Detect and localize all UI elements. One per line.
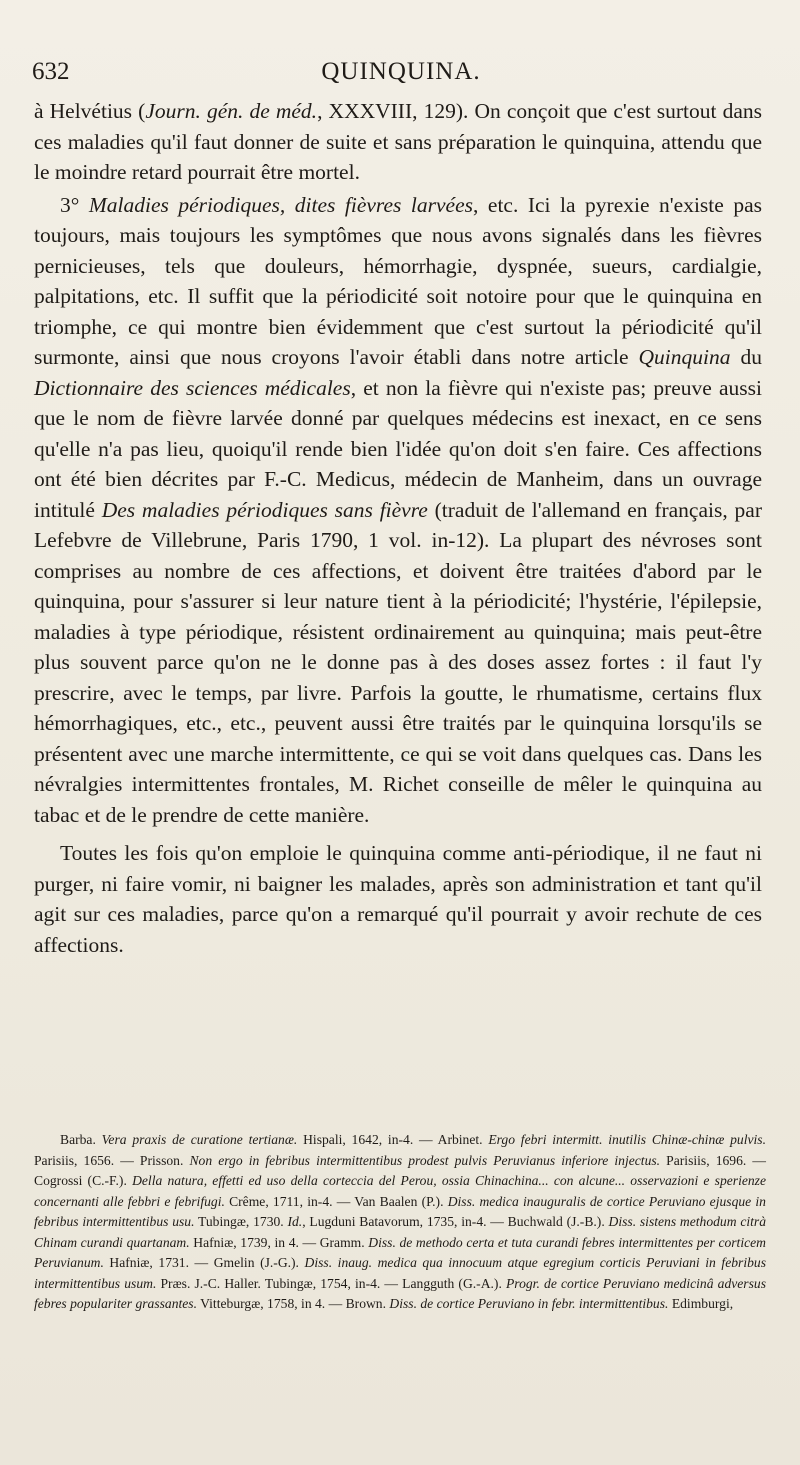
ref-title: Non ergo in febribus intermittentibus prodest pulvis Peruvianus inferiore injectus. — [189, 1152, 661, 1168]
ref-text: Hispali, 1642, in-4. — Arbinet. — [297, 1132, 489, 1147]
text-run: , XXXVIII, 129). On conçoit que c'est surtout dans ces maladies qu'il faut donner de suite et sans préparation le quinquina, attendu que le moindre retard pourrait être mortel. — [34, 99, 763, 184]
ref-text: Parisiis, 1696. — Cogrossi (C.-F.). — [34, 1152, 766, 1188]
ref-text: Hafniæ, 1739, in 4. — Gramm. — [189, 1234, 369, 1250]
ref-text: Barba. — [60, 1132, 102, 1147]
ref-title: Diss. de cortice Peruviano in febr. intermittentibus. — [389, 1296, 669, 1311]
ref-text: Hafniæ, 1731. — Gmelin (J.-G.). — [103, 1255, 305, 1270]
article-title: Quinquina — [638, 345, 731, 369]
dictionary-title: Dictionnaire des sciences médicales — [34, 375, 351, 400]
page-header — [32, 58, 770, 94]
ref-title: Diss. sistens methodum citrà Chinam curandi quartanam. — [34, 1214, 767, 1250]
ref-title: Diss. de methodo certa et tuta curandi febres intermittentes per corticem Peruvianum. — [34, 1234, 766, 1270]
ref-title: Vera praxis de curatione tertianæ. — [101, 1132, 298, 1147]
paragraph-3: Toutes les fois qu'on emploie le quinquina comme anti-périodique, il ne faut ni purger, ni faire vomir, ni baigner les malades, après son administration et tant qu'il agit sur ces maladies, parce qu'on a remarqué qu'il pourrait y avoir rechute de ces affections. — [34, 841, 762, 957]
page-number: 632 — [32, 58, 70, 85]
ref-title: Della natura, effetti ed uso della corteccia del Perou, ossia Chinachina... con alcune... osservazioni e sperienze concernanti alle febbri e febrifugi. — [34, 1173, 767, 1209]
ref-text: Tubingæ, 1730. — [194, 1214, 288, 1229]
bibliography — [34, 1130, 766, 1315]
ref-text: Parisiis, 1656. — Prisson. — [34, 1152, 190, 1168]
ref-text: Præs. J.-C. Haller. Tubingæ, 1754, in-4. — Langguth (G.-A.). — [156, 1275, 506, 1291]
text-run: , etc. Ici la pyrexie n'existe pas toujours, mais toujours les symptômes que nous avons signalés dans les fièvres pernicieuses, tels que douleurs, hémorrhagie, dyspnée, sueurs, cardialgie, palpitations, etc. Il suffit que la périodicité soit notoire pour que le quinquina en triomphe, ce qui montre bien évidemment que c'est surtout la périodicité qu'il surmonte, ainsi que nous croyons l'avoir établi dans notre article — [34, 192, 762, 369]
ref-text: Vitteburgæ, 1758, in 4. — Brown. — [197, 1296, 390, 1311]
ref-text: Edimburgi, — [668, 1296, 734, 1311]
ref-title: Ergo febri intermitt. inutilis Chinæ-chinæ pulvis. — [488, 1132, 766, 1147]
ref-title: Diss. inaug. medica qua innocuum atque egregium corticis Peruviani in febribus intermittentibus usum. — [34, 1255, 766, 1291]
text-run: (traduit de l'allemand en français, par Lefebvre de Villebrune, Paris 1790, 1 vol. in-12). La plupart des névroses sont comprises au nombre de ces affections, et doivent être traitées d'abord par le quinquina, pour s'assurer si leur nature tient à la périodicité; l'hystérie, l'épilepsie, maladies à type périodique, résistent ordinairement au quinquina; mais peut-être plus souvent parce qu'on ne le donne pas à des doses assez fortes : il faut l'y prescrire, avec le temps, par livre. Parfois la goutte, le rhumatisme, certains flux hémorrhagiques, etc., etc., peuvent aussi être traités par le quinquina lorsqu'ils se présentent avec une marche intermittente, ce qui se voit dans quelques cas. Dans les névralgies intermittentes frontales, M. Richet conseille de mêler le quinquina au tabac et de le prendre de cette manière. — [34, 497, 762, 827]
ref-title: Id. — [287, 1214, 303, 1229]
ref-text: Crême, 1711, in-4. — Van Baalen (P.). — [224, 1193, 448, 1209]
ref-text: , Lugduni Batavorum, 1735, in-4. — Buchwald (J.-B.). — [302, 1214, 609, 1229]
text-run: à Helvétius ( — [34, 99, 146, 123]
text-run: , et non la fièvre qui n'existe pas; preuve aussi que le nom de fièvre larvée donné par quelques médecins est inexact, en ce sens qu'elle n'a pas lieu, quoiqu'il rende bien l'idée qu'on doit s'en faire. Ces affections ont été bien décrites par F.-C. Medicus, médecin de Manheim, dans un ouvrage intitulé — [34, 375, 762, 522]
section-number: 3° — [60, 192, 89, 217]
journal-title: Journ. gén. de méd. — [145, 99, 318, 123]
ref-title: Diss. medica inauguralis de cortice Peruviano ejusque in febribus intermittentibus usu. — [34, 1193, 766, 1229]
section-heading: Maladies périodiques, dites fièvres larvées — [88, 192, 474, 217]
book-title: Des maladies périodiques sans fièvre — [101, 497, 428, 522]
main-text — [34, 96, 762, 960]
paragraph-2 — [34, 190, 762, 831]
paragraph-1 — [34, 96, 762, 188]
running-title: QUINQUINA. — [321, 58, 481, 85]
ref-title: Progr. de cortice Peruviano medicinâ adversus febres populariter grassantes. — [34, 1275, 766, 1311]
text-run: du — [730, 345, 762, 369]
